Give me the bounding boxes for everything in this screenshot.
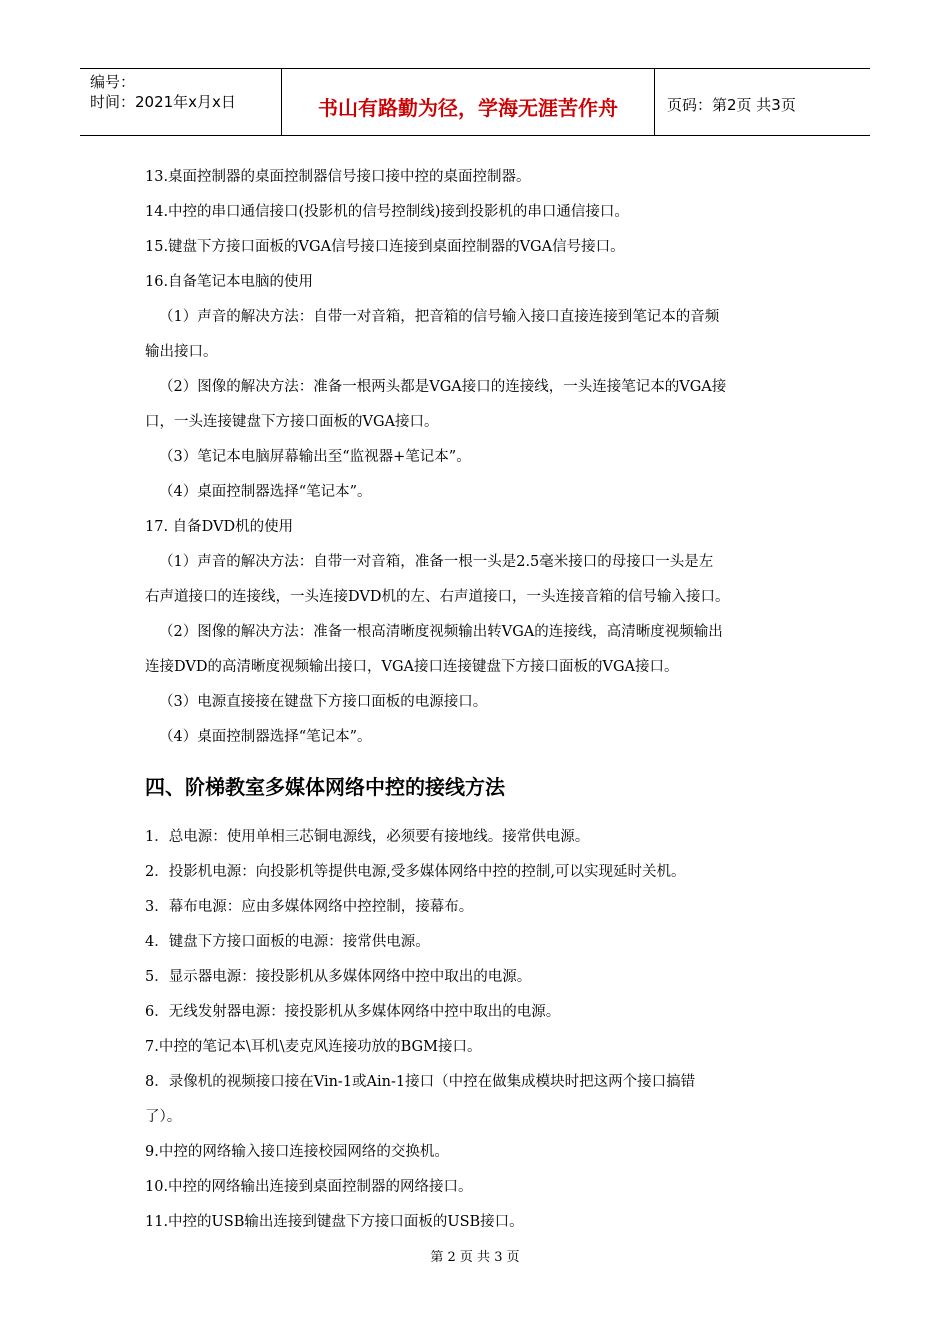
paragraph-list-bottom [145,820,810,1240]
text-line: 15.键盘下方接口面板的VGA信号接口连接到桌面控制器的VGA信号接口。 [145,239,625,255]
text-line: 6．无线发射器电源：接投影机从多媒体网络中控中取出的电源。 [145,1004,561,1020]
page-header [80,68,870,136]
text-line: 8．录像机的视频接口接在Vin-1或Ain-1接口（中控在做集成模块时把这两个接口搞错 [145,1074,696,1090]
text-line: 4．键盘下方接口面板的电源：接常供电源。 [145,934,430,950]
header-meta [80,69,282,135]
text-line: 右声道接口的连接线，一头连接DVD机的左、右声道接口，一头连接音箱的信号输入接口。 [145,589,730,605]
text-line: （2）图像的解决方法：准备一根高清晰度视频输出转VGA的连接线，高清晰度视频输出 [159,624,723,640]
document-date: 时间：2021年x月x日 [90,93,236,111]
text-line: 输出接口。 [145,344,218,360]
text-line: 9.中控的网络输入接口连接校园网络的交换机。 [145,1144,449,1160]
text-line: 7.中控的笔记本\耳机\麦克风连接功放的BGM接口。 [145,1039,482,1055]
text-line: （3）笔记本电脑屏幕输出至“监视器+笔记本”。 [159,449,471,465]
page-footer: 第 2 页 共 3 页 [430,1250,520,1265]
header-page-info: 页码：第2页 共3页 [667,96,796,114]
text-line: 17. 自备DVD机的使用 [145,519,294,535]
text-line: 1．总电源：使用单相三芯铜电源线，必须要有接地线。接常供电源。 [145,829,590,845]
document-number-label: 编号： [90,73,136,91]
text-line: （2）图像的解决方法：准备一根两头都是VGA接口的连接线，一头连接笔记本的VGA接 [159,379,727,395]
text-line: 口，一头连接键盘下方接口面板的VGA接口。 [145,414,439,430]
text-line: （1）声音的解决方法：自带一对音箱，把音箱的信号输入接口直接连接到笔记本的音频 [159,309,720,325]
paragraph-list-top [145,160,810,755]
text-line: 10.中控的网络输出连接到桌面控制器的网络接口。 [145,1179,473,1195]
document-body [145,160,810,1240]
text-line: 5．显示器电源：接投影机从多媒体网络中控中取出的电源。 [145,969,532,985]
section-heading: 四、阶梯教室多媒体网络中控的接线方法 [145,775,505,799]
text-line: 11.中控的USB输出连接到键盘下方接口面板的USB接口。 [145,1214,524,1230]
text-line: 连接DVD的高清晰度视频输出接口，VGA接口连接键盘下方接口面板的VGA接口。 [145,659,679,675]
header-motto: 书山有路勤为径，学海无涯苦作舟 [282,69,655,135]
text-line: 14.中控的串口通信接口(投影机的信号控制线)接到投影机的串口通信接口。 [145,204,629,220]
text-line: 16.自备笔记本电脑的使用 [145,274,314,290]
text-line: （4）桌面控制器选择“笔记本”。 [159,484,372,500]
text-line: （3）电源直接接在键盘下方接口面板的电源接口。 [159,694,488,710]
text-line: 3．幕布电源：应由多媒体网络中控控制，接幕布。 [145,899,474,915]
text-line: 13.桌面控制器的桌面控制器信号接口接中控的桌面控制器。 [145,169,531,185]
text-line: （4）桌面控制器选择“笔记本”。 [159,729,372,745]
text-line: 2．投影机电源：向投影机等提供电源,受多媒体网络中控的控制,可以实现延时关机。 [145,864,686,880]
text-line: （1）声音的解决方法：自带一对音箱，准备一根一头是2.5毫米接口的母接口一头是左 [159,554,714,570]
text-line: 了）。 [145,1109,182,1125]
